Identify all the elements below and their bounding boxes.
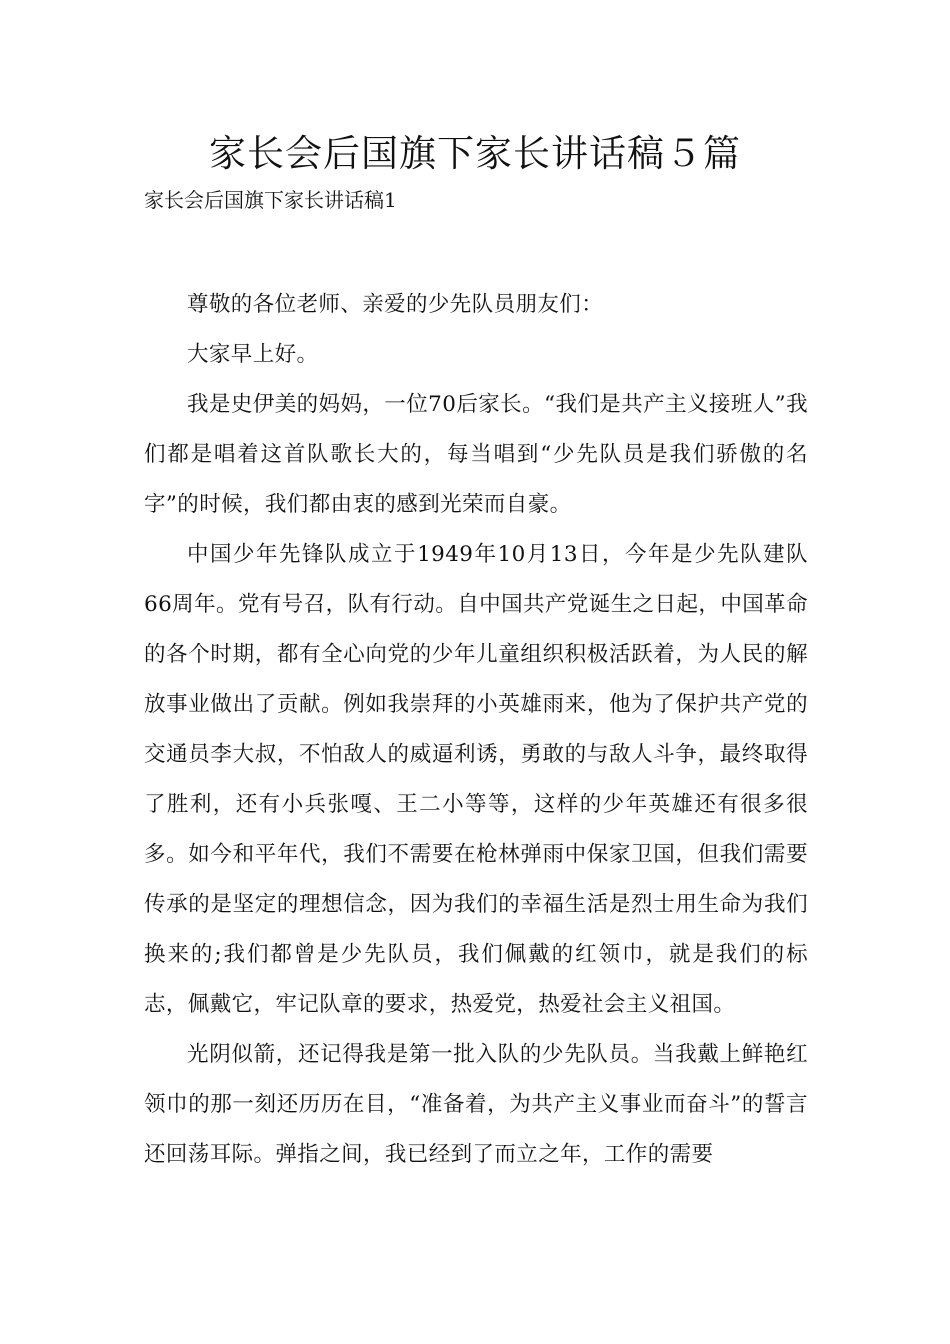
paragraph-memories: 光阴似箭，还记得我是第一批入队的少先队员。当我戴上鲜艳红领巾的那一刻还历历在目，“准备着，为共产主义事业而奋斗”的誓言还回荡耳际。弹指之间，我已经到了而立之年，工作的需要 [144,1042,808,1167]
paragraph-introduction: 我是史伊美的妈妈，一位70后家长。“我们是共产主义接班人”我们都是唱着这首队歌长大的，每当唱到“少先队员是我们骄傲的名字”的时候，我们都由衷的感到光荣而自豪。 [144,392,808,517]
document-subtitle: 家长会后国旗下家长讲话稿1 [144,188,397,212]
document-title: 家长会后国旗下家长讲话稿５篇 [209,132,741,175]
document-body [144,280,808,1180]
paragraph-greeting: 尊敬的各位老师、亲爱的少先队员朋友们： [187,292,604,317]
paragraph-good-morning: 大家早上好。 [187,342,319,367]
paragraph-history: 中国少年先锋队成立于1949年10月13日，今年是少先队建队66周年。党有号召，队有行动。自中国共产党诞生之日起，中国革命的各个时期，都有全心向党的少年儿童组织积极活跃着，为人民的解放事业做出了贡献。例如我崇拜的小英雄雨来，他为了保护共产党的交通员李大叔，不怕敌人的威逼利诱，勇敢的与敌人斗争，最终取得了胜利，还有小兵张嘎、王二小等等，这样的少年英雄还有很多很多。如今和平年代，我们不需要在枪林弹雨中保家卫国，但我们需要传承的是坚定的理想信念，因为我们的幸福生活是烈士用生命为我们换来的;我们都曾是少先队员，我们佩戴的红领巾，就是我们的标志，佩戴它，牢记队章的要求，热爱党，热爱社会主义祖国。 [144,542,808,1017]
